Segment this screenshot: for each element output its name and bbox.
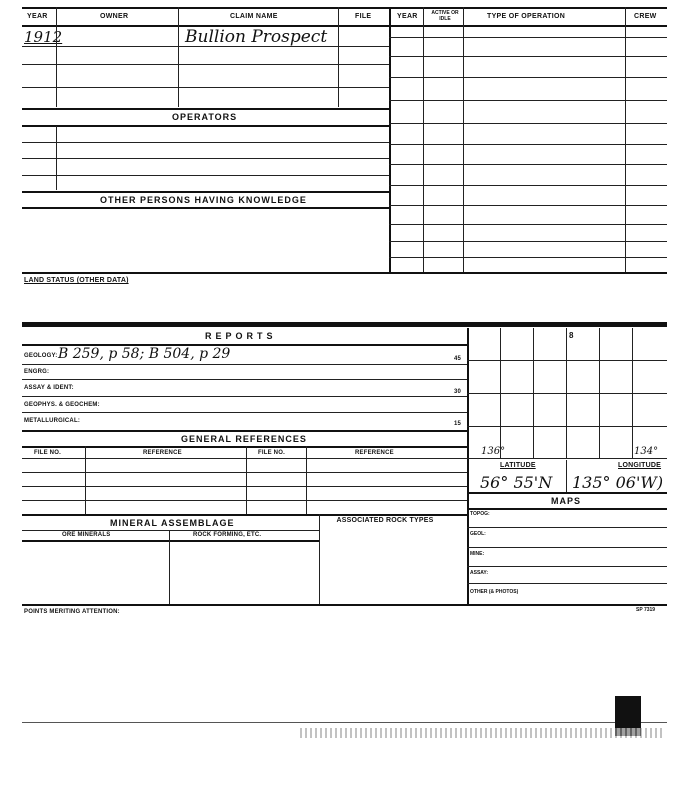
row-line <box>22 500 467 501</box>
op-row-line <box>389 205 667 206</box>
row-line <box>22 379 467 380</box>
header-owner: OWNER <box>100 13 129 20</box>
associated-rock-types-title: ASSOCIATED ROCK TYPES <box>336 517 434 524</box>
report-label-geology: GEOLOGY: <box>24 353 58 359</box>
row-line <box>22 125 390 127</box>
reports-bottom-border <box>22 604 667 606</box>
grid-mark: 8 <box>569 331 574 340</box>
row-line <box>467 527 667 528</box>
report-num-metallurgical: 15 <box>454 421 462 427</box>
col-divider <box>246 446 247 514</box>
op-col-divider <box>423 7 424 272</box>
left-longitude-mark: 136° <box>481 446 506 457</box>
row-line <box>22 412 467 413</box>
op-row-line <box>389 164 667 165</box>
right-longitude-mark: 134° <box>634 446 659 457</box>
other-persons-title: OTHER PERSONS HAVING KNOWLEDGE <box>100 195 307 205</box>
col-divider <box>306 446 307 514</box>
row-line <box>22 458 467 459</box>
op-row-line <box>389 37 667 38</box>
row-line <box>22 486 467 487</box>
row-line <box>467 566 667 567</box>
row-line <box>467 583 667 584</box>
op-grid-left-edge <box>389 7 391 272</box>
grid-line <box>467 458 667 459</box>
operators-title: OPERATORS <box>172 112 238 122</box>
general-references-title: GENERAL REFERENCES <box>181 434 307 444</box>
row-line <box>467 492 667 494</box>
report-value-geology: B 259, p 58; B 504, p 29 <box>58 346 231 362</box>
grid-line <box>467 393 667 394</box>
maps-topog-label: TOPOG: <box>470 511 490 517</box>
row-line <box>22 514 467 516</box>
op-row-line <box>389 257 667 258</box>
maps-geol-label: GEOL: <box>470 531 486 537</box>
header-crew: CREW <box>634 13 657 20</box>
header-reference-2: REFERENCE <box>355 450 394 456</box>
col-divider <box>338 7 339 107</box>
scan-noise <box>300 728 665 738</box>
header-file-no-2: FILE NO. <box>258 450 285 456</box>
top-border <box>22 7 667 9</box>
op-row-line <box>389 77 667 78</box>
op-col-divider <box>463 7 464 272</box>
row1-year: 1912 <box>24 28 63 46</box>
maps-assay-label: ASSAY: <box>470 570 489 576</box>
row-line <box>22 158 390 159</box>
reports-title: REPORTS <box>205 331 277 341</box>
land-status-title: LAND STATUS (OTHER DATA) <box>24 277 129 284</box>
op-col-divider <box>625 7 626 272</box>
row-line <box>22 175 390 176</box>
col-divider <box>178 7 179 107</box>
maps-title: MAPS <box>551 496 582 506</box>
lat-lon-divider <box>566 460 567 492</box>
grid-line <box>467 360 667 361</box>
maps-other-label: OTHER (& PHOTOS) <box>470 589 519 595</box>
top-bottom-border <box>22 272 667 274</box>
col-divider <box>56 126 57 190</box>
op-row-line <box>389 185 667 186</box>
header-underline <box>22 25 667 27</box>
grid-line <box>467 426 667 427</box>
header-active-idle: ACTIVE OR IDLE <box>431 10 459 22</box>
report-num-geology: 45 <box>454 356 462 362</box>
longitude-value: 135° 06'W) <box>572 473 664 492</box>
bottom-rule <box>22 722 667 723</box>
header-reference-1: REFERENCE <box>143 450 182 456</box>
op-row-line <box>389 241 667 242</box>
form-number: SP 7319 <box>636 607 656 613</box>
report-label-engrg: ENGRG: <box>24 369 50 375</box>
header-type-operation: TYPE OF OPERATION <box>487 13 566 20</box>
row-line <box>467 547 667 548</box>
op-row-line <box>389 144 667 145</box>
col-divider <box>169 530 170 604</box>
col-divider <box>85 446 86 514</box>
reports-top-border <box>22 322 667 327</box>
header-ore-minerals: ORE MINERALS <box>62 532 111 538</box>
header-file-no-1: FILE NO. <box>34 450 61 456</box>
row-line <box>22 108 390 110</box>
row-line <box>22 472 467 473</box>
row-line <box>22 530 319 531</box>
latitude-label: LATITUDE <box>500 462 536 469</box>
header-rock-forming: ROCK FORMING, ETC. <box>193 532 262 538</box>
row-line <box>22 430 467 432</box>
header-year: YEAR <box>27 13 48 20</box>
row-line <box>22 46 390 47</box>
col-divider <box>56 7 57 107</box>
maps-mine-label: MINE: <box>470 551 485 557</box>
latitude-value: 56° 55'N <box>480 473 553 492</box>
row-line <box>467 508 667 510</box>
row-line <box>22 142 390 143</box>
report-label-metallurgical: METALLURGICAL: <box>24 418 81 424</box>
points-meriting-attention-title: POINTS MERITING ATTENTION: <box>24 609 120 615</box>
op-row-line <box>389 56 667 57</box>
report-label-assay: ASSAY & IDENT: <box>24 385 74 391</box>
op-row-line <box>389 100 667 101</box>
header-op-year: YEAR <box>397 13 418 20</box>
row1-claim-name: Bullion Prospect <box>185 27 328 47</box>
row-line <box>22 64 390 65</box>
right-panel-left-edge <box>467 328 469 604</box>
longitude-label: LONGITUDE <box>618 462 662 469</box>
row-line <box>22 446 467 448</box>
op-row-line <box>389 123 667 124</box>
row-line <box>22 364 467 365</box>
header-claim-name: CLAIM NAME <box>230 13 278 20</box>
op-row-line <box>389 224 667 225</box>
row-line <box>22 540 319 542</box>
col-divider <box>319 514 320 604</box>
row-line <box>22 396 467 397</box>
header-file: FILE <box>355 13 372 20</box>
row-line <box>22 191 390 193</box>
row-line <box>22 87 390 88</box>
report-label-geophys: GEOPHYS. & GEOCHEM: <box>24 402 100 408</box>
report-num-assay: 30 <box>454 389 462 395</box>
row-line <box>22 207 390 209</box>
mineral-assemblage-title: MINERAL ASSEMBLAGE <box>110 518 235 528</box>
